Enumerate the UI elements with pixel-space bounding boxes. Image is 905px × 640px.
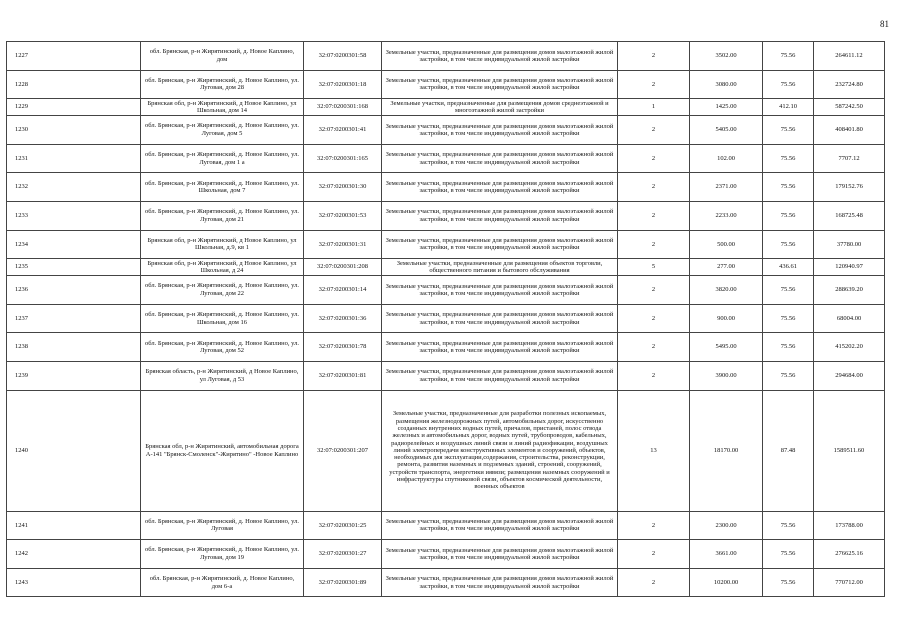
cadastral-number-cell: 32:07:0200301:168: [304, 99, 382, 116]
land-registry-table: [6, 41, 885, 597]
cadastral-value-cell: 415202.20: [814, 333, 885, 362]
address-cell: Брянская область, р-н Жирятинский, д Новое Каплино, ул Луговая, д 53: [141, 361, 304, 390]
cadastral-value-cell: 1589511.60: [814, 390, 885, 511]
cadastral-number-cell: 32:07:0200301:53: [304, 201, 382, 230]
land-use-cell: Земельные участки, предназначенные для размещения домов малоэтажной жилой застройки, в том числе индивидуальной жилой застройки: [382, 70, 618, 99]
land-use-cell: Земельные участки, предназначенные для разработки полезных ископаемых, размещения железнодорожных путей, автомобильных дорог, искусственно созданных внутренних водных путей, причалов, пристаней, полос отвода железных и автомобильных дорог, водных путей, трубопроводов, кабельных, радиорелейных и воздушных линий связи и линий радиофикации, воздушных линий электропередачи конструктивных элементов и сооружений, объектов, необходимых для эксплуатации,содержания, строительства, реконструкции, ремонта, развития наземных и подземных зданий, строений, сооружений, устройств транспорта, энергетики иявязи; размещения наземных сооружений и инфраструктуры спутниковой связи, объектов космической деятельности, военных объектов: [382, 390, 618, 511]
table-row: [7, 361, 885, 390]
specific-value-cell: 75.56: [763, 511, 814, 540]
address-cell: обл. Брянская, р-н Жирятинский, д. Новое Каплино, ул. Луговая, дом 21: [141, 201, 304, 230]
table-row: [7, 568, 885, 597]
cadastral-number-cell: 32:07:0200301:41: [304, 116, 382, 145]
row-number: 1241: [7, 511, 141, 540]
area-cell: 5405.00: [690, 116, 763, 145]
row-number: 1232: [7, 173, 141, 202]
address-cell: Брянская обл, р-н Жирятинский, д Новое Каплино, ул Школьная, д.9, кв 1: [141, 230, 304, 259]
row-number: 1228: [7, 70, 141, 99]
specific-value-cell: 75.56: [763, 173, 814, 202]
specific-value-cell: 436.61: [763, 259, 814, 276]
land-use-cell: Земельные участки, предназначенные для размещения домов малоэтажной жилой застройки, в том числе индивидуальной жилой застройки: [382, 568, 618, 597]
group-cell: 2: [618, 116, 690, 145]
land-use-cell: Земельные участки, предназначенные для размещения домов малоэтажной жилой застройки, в том числе индивидуальной жилой застройки: [382, 144, 618, 173]
land-use-cell: Земельные участки, предназначенные для размещения домов малоэтажной жилой застройки, в том числе индивидуальной жилой застройки: [382, 304, 618, 333]
cadastral-value-cell: 408401.80: [814, 116, 885, 145]
table-row: [7, 173, 885, 202]
group-cell: 5: [618, 259, 690, 276]
group-cell: 2: [618, 201, 690, 230]
cadastral-number-cell: 32:07:0200301:36: [304, 304, 382, 333]
row-number: 1231: [7, 144, 141, 173]
land-use-cell: Земельные участки, предназначенные для размещения домов малоэтажной жилой застройки, в том числе индивидуальной жилой застройки: [382, 116, 618, 145]
cadastral-number-cell: 32:07:0200301:165: [304, 144, 382, 173]
area-cell: 2371.00: [690, 173, 763, 202]
area-cell: 102.00: [690, 144, 763, 173]
cadastral-number-cell: 32:07:0200301:31: [304, 230, 382, 259]
group-cell: 2: [618, 361, 690, 390]
specific-value-cell: 75.56: [763, 568, 814, 597]
land-use-cell: Земельные участки, предназначенные для размещения домов малоэтажной жилой застройки, в том числе индивидуальной жилой застройки: [382, 42, 618, 71]
specific-value-cell: 412.10: [763, 99, 814, 116]
address-cell: Брянская обл, р-н Жирятинский, д Новое Каплино, ул Школьная, д 24: [141, 259, 304, 276]
group-cell: 13: [618, 390, 690, 511]
area-cell: 3080.00: [690, 70, 763, 99]
cadastral-value-cell: 294684.00: [814, 361, 885, 390]
cadastral-value-cell: 288639.20: [814, 276, 885, 305]
group-cell: 2: [618, 511, 690, 540]
land-use-cell: Земельные участки, предназначенные для размещения объектов торговли, общественного питания и бытового обслуживания: [382, 259, 618, 276]
group-cell: 2: [618, 173, 690, 202]
cadastral-value-cell: 168725.48: [814, 201, 885, 230]
table-row: [7, 99, 885, 116]
cadastral-value-cell: 587242.50: [814, 99, 885, 116]
group-cell: 2: [618, 144, 690, 173]
cadastral-number-cell: 32:07:0200301:18: [304, 70, 382, 99]
specific-value-cell: 75.56: [763, 540, 814, 569]
area-cell: 277.00: [690, 259, 763, 276]
row-number: 1234: [7, 230, 141, 259]
land-use-cell: Земельные участки, предназначенные для размещения домов малоэтажной жилой застройки, в том числе индивидуальной жилой застройки: [382, 201, 618, 230]
table-row: [7, 511, 885, 540]
address-cell: обл. Брянская, р-н Жирятинский, д. Новое Каплино, ул. Школьная, дом 7: [141, 173, 304, 202]
address-cell: обл. Брянская, р-н Жирятинский, д. Новое Каплино, ул. Луговая, дом 1 а: [141, 144, 304, 173]
address-cell: обл. Брянская, р-н Жирятинский, д. Новое Каплино, ул. Школьная, дом 16: [141, 304, 304, 333]
table-row: [7, 304, 885, 333]
cadastral-value-cell: 37780.00: [814, 230, 885, 259]
group-cell: 2: [618, 540, 690, 569]
cadastral-number-cell: 32:07:0200301:14: [304, 276, 382, 305]
cadastral-number-cell: 32:07:0200301:27: [304, 540, 382, 569]
specific-value-cell: 75.56: [763, 144, 814, 173]
address-cell: обл. Брянская, р-н Жирятинский, д. Новое Каплино, ул. Луговая, дом 22: [141, 276, 304, 305]
row-number: 1237: [7, 304, 141, 333]
group-cell: 2: [618, 276, 690, 305]
address-cell: обл. Брянская, р-н Жирятинский, д. Новое Каплино, ул. Луговая, дом 5: [141, 116, 304, 145]
address-cell: обл. Брянская, р-н Жирятинский, д. Новое Каплино, ул. Луговая: [141, 511, 304, 540]
land-use-cell: Земельные участки, предназначенные для размещения домов малоэтажной жилой застройки, в том числе индивидуальной жилой застройки: [382, 333, 618, 362]
area-cell: 3502.00: [690, 42, 763, 71]
specific-value-cell: 75.56: [763, 230, 814, 259]
area-cell: 1425.00: [690, 99, 763, 116]
cadastral-number-cell: 32:07:0200301:89: [304, 568, 382, 597]
row-number: 1243: [7, 568, 141, 597]
area-cell: 10200.00: [690, 568, 763, 597]
area-cell: 18170.00: [690, 390, 763, 511]
row-number: 1242: [7, 540, 141, 569]
table-row: [7, 276, 885, 305]
specific-value-cell: 75.56: [763, 304, 814, 333]
land-use-cell: Земельные участки, предназначенные для размещения домов малоэтажной жилой застройки, в том числе индивидуальной жилой застройки: [382, 276, 618, 305]
cadastral-value-cell: 7707.12: [814, 144, 885, 173]
area-cell: 3661.00: [690, 540, 763, 569]
specific-value-cell: 75.56: [763, 361, 814, 390]
row-number: 1240: [7, 390, 141, 511]
cadastral-value-cell: 264611.12: [814, 42, 885, 71]
address-cell: обл. Брянская, р-н Жирятинский, д. Новое Каплино, ул. Луговая, дом 52: [141, 333, 304, 362]
cadastral-number-cell: 32:07:0200301:208: [304, 259, 382, 276]
row-number: 1236: [7, 276, 141, 305]
table-row: [7, 70, 885, 99]
page-number: 81: [880, 19, 889, 29]
specific-value-cell: 75.56: [763, 276, 814, 305]
table-row: [7, 144, 885, 173]
cadastral-number-cell: 32:07:0200301:81: [304, 361, 382, 390]
row-number: 1239: [7, 361, 141, 390]
land-use-cell: Земельные участки, предназначенные для размещения домов малоэтажной жилой застройки, в том числе индивидуальной жилой застройки: [382, 540, 618, 569]
cadastral-number-cell: 32:07:0200301:30: [304, 173, 382, 202]
land-use-cell: Земельные участки, предназначенные для размещения домов малоэтажной жилой застройки, в том числе индивидуальной жилой застройки: [382, 511, 618, 540]
specific-value-cell: 75.56: [763, 333, 814, 362]
area-cell: 500.00: [690, 230, 763, 259]
group-cell: 2: [618, 42, 690, 71]
group-cell: 2: [618, 333, 690, 362]
cadastral-number-cell: 32:07:0200301:25: [304, 511, 382, 540]
area-cell: 2233.00: [690, 201, 763, 230]
row-number: 1235: [7, 259, 141, 276]
cadastral-number-cell: 32:07:0200301:207: [304, 390, 382, 511]
group-cell: 1: [618, 99, 690, 116]
specific-value-cell: 75.56: [763, 42, 814, 71]
group-cell: 2: [618, 230, 690, 259]
group-cell: 2: [618, 304, 690, 333]
address-cell: обл. Брянская, р-н Жирятинский, д. Новое Каплино, ул. Луговая, дом 28: [141, 70, 304, 99]
cadastral-value-cell: 173788.00: [814, 511, 885, 540]
table-row: [7, 540, 885, 569]
row-number: 1230: [7, 116, 141, 145]
row-number: 1227: [7, 42, 141, 71]
group-cell: 2: [618, 568, 690, 597]
cadastral-value-cell: 179152.76: [814, 173, 885, 202]
table-row: [7, 390, 885, 511]
area-cell: 900.00: [690, 304, 763, 333]
specific-value-cell: 75.56: [763, 116, 814, 145]
area-cell: 5495.00: [690, 333, 763, 362]
table-body: [7, 42, 885, 597]
specific-value-cell: 75.56: [763, 70, 814, 99]
specific-value-cell: 75.56: [763, 201, 814, 230]
cadastral-number-cell: 32:07:0200301:58: [304, 42, 382, 71]
group-cell: 2: [618, 70, 690, 99]
row-number: 1238: [7, 333, 141, 362]
address-cell: обл. Брянская, р-н Жирятинский, д. Новое Каплино, дом 6-а: [141, 568, 304, 597]
cadastral-value-cell: 68004.00: [814, 304, 885, 333]
cadastral-value-cell: 120940.97: [814, 259, 885, 276]
table-row: [7, 230, 885, 259]
row-number: 1233: [7, 201, 141, 230]
table-row: [7, 201, 885, 230]
cadastral-value-cell: 232724.80: [814, 70, 885, 99]
address-cell: Брянская обл, р-н Жирятинский, д Новое Каплино, ул Школьная, дом 14: [141, 99, 304, 116]
specific-value-cell: 87.48: [763, 390, 814, 511]
cadastral-value-cell: 276625.16: [814, 540, 885, 569]
area-cell: 2300.00: [690, 511, 763, 540]
address-cell: обл. Брянская, р-н Жирятинский, д. Новое Каплино, ул. Луговая, дом 19: [141, 540, 304, 569]
land-use-cell: Земельные участки, предназначенные для размещения домов малоэтажной жилой застройки, в том числе индивидуальной жилой застройки: [382, 173, 618, 202]
area-cell: 3900.00: [690, 361, 763, 390]
address-cell: обл. Брянская, р-н Жирятинский, д. Новое Каплино, дом: [141, 42, 304, 71]
table-row: [7, 333, 885, 362]
row-number: 1229: [7, 99, 141, 116]
area-cell: 3820.00: [690, 276, 763, 305]
table-row: [7, 42, 885, 71]
land-use-cell: Земельные участки, предназначенные для размещения домов малоэтажной жилой застройки, в том числе индивидуальной жилой застройки: [382, 230, 618, 259]
land-use-cell: Земельные участки, предназначенные для размещения домов среднеэтажной и многоэтажной жилой застройки: [382, 99, 618, 116]
address-cell: Брянская обл, р-н Жирятинский, автомобильная дорога А-141 "Брянск-Смоленск"-Жирятино" -Новое Каплино: [141, 390, 304, 511]
cadastral-value-cell: 770712.00: [814, 568, 885, 597]
table-row: [7, 116, 885, 145]
cadastral-number-cell: 32:07:0200301:78: [304, 333, 382, 362]
land-use-cell: Земельные участки, предназначенные для размещения домов малоэтажной жилой застройки, в том числе индивидуальной жилой застройки: [382, 361, 618, 390]
table-row: [7, 259, 885, 276]
